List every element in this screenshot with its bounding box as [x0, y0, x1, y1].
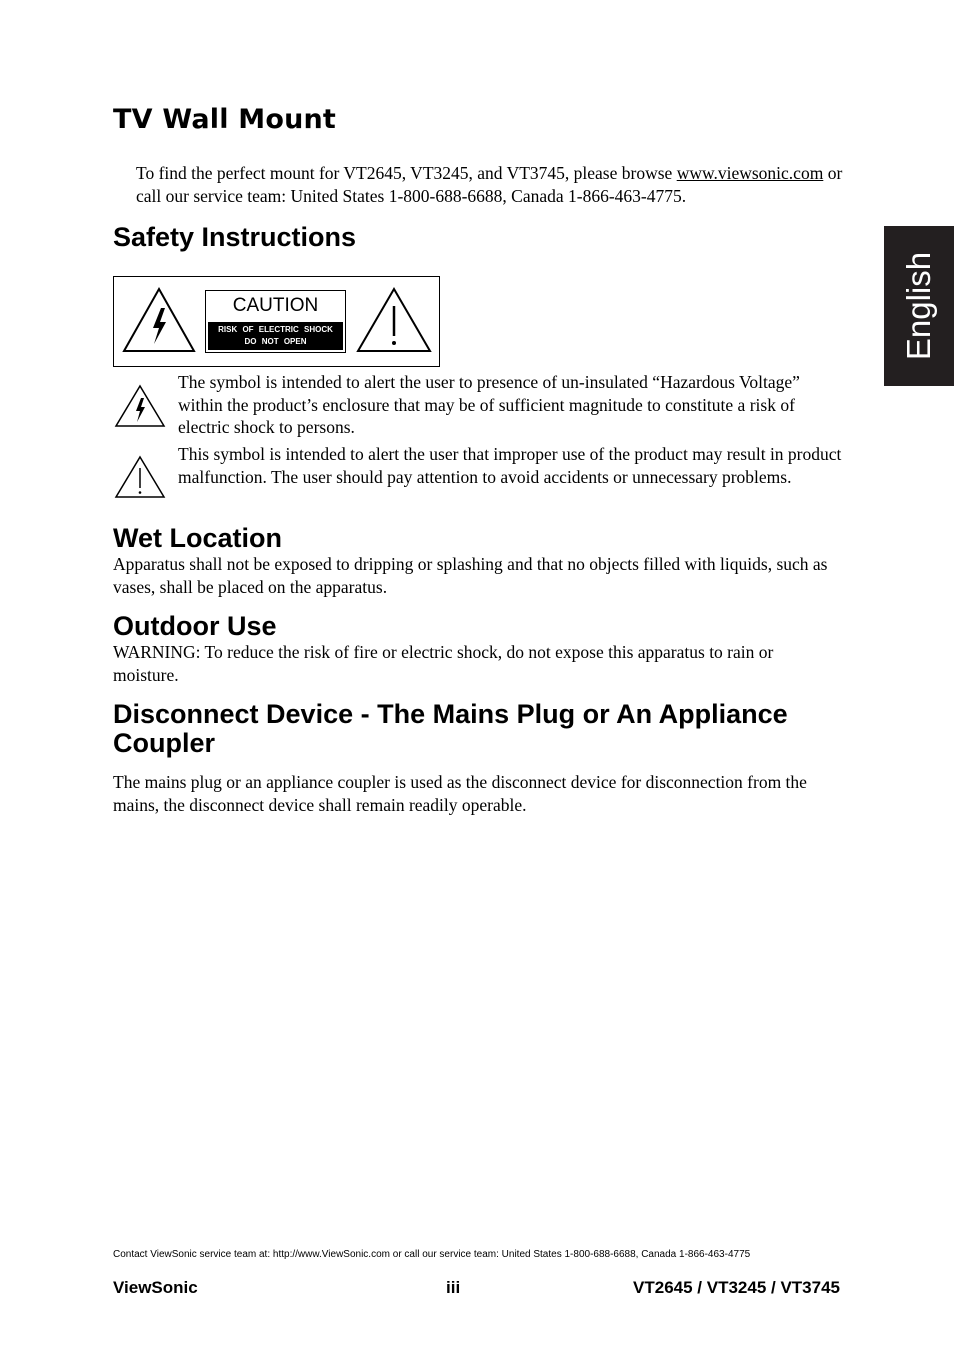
- page-number: iii: [446, 1278, 461, 1297]
- symbol-description-lightning: The symbol is intended to alert the user to presence of un-insulated “Hazardous Voltage” within the product’s enclosure that may be of sufficient magnitude to constitute a risk of electric shock to persons.: [178, 372, 800, 437]
- section-title-safety-instructions: Safety Instructions: [113, 222, 357, 252]
- footer-contact: Contact ViewSonic service team at: http://www.ViewSonic.com or call our service team: United States 1-800-688-6688, Canada 1-866-463-4775: [113, 1249, 751, 1260]
- section-title-wet-location: Wet Location: [113, 523, 283, 553]
- exclamation-warning-icon: [355, 286, 433, 354]
- caution-band: [208, 322, 343, 350]
- tv-wall-mount-text: To find the perfect mount for VT2645, VT3245, and VT3745, please browse: [136, 163, 677, 183]
- caution-label-box: [113, 276, 440, 367]
- section-title-tv-wall-mount: TV Wall Mount: [113, 104, 337, 135]
- outdoor-use-paragraph: WARNING: To reduce the risk of fire or electric shock, do not expose this apparatus to rain or moisture.: [113, 642, 774, 685]
- wet-location-paragraph: Apparatus shall not be exposed to dripping or splashing and that no objects filled with liquids, such as vases, shall be placed on the apparatus.: [113, 554, 828, 597]
- caution-line-risk: RISK OF ELECTRIC SHOCK: [218, 325, 333, 334]
- footer-brand: ViewSonic: [113, 1278, 198, 1297]
- lightning-warning-icon: [114, 384, 166, 428]
- caution-plate: [205, 290, 346, 353]
- section-title-disconnect-device: Disconnect Device - The Mains Plug or An Appliance Coupler: [113, 699, 788, 758]
- language-tab: [884, 226, 954, 386]
- tv-wall-mount-paragraph: [136, 162, 846, 207]
- caution-line-open: DO NOT OPEN: [244, 337, 307, 346]
- symbol-description-exclamation: This symbol is intended to alert the user that improper use of the product may result in product malfunction. The user should pay attention to avoid accidents or unnecessary problems.: [178, 444, 842, 487]
- footer-model: VT2645 / VT3245 / VT3745: [633, 1278, 840, 1297]
- disconnect-paragraph: The mains plug or an appliance coupler is used as the disconnect device for disconnection from the mains, the disconnect device shall remain readily operable.: [113, 772, 807, 815]
- viewsonic-link[interactable]: www.viewsonic.com: [676, 163, 824, 183]
- lightning-warning-icon: [121, 286, 197, 354]
- language-label: English: [900, 251, 937, 361]
- caution-word: CAUTION: [232, 295, 319, 316]
- exclamation-warning-icon: [114, 455, 166, 499]
- section-title-outdoor-use: Outdoor Use: [113, 611, 277, 641]
- tv-wall-mount-text-2: or call our service team: United States 1-800-688-6688, Canada 1-866-463-4775.: [136, 163, 843, 206]
